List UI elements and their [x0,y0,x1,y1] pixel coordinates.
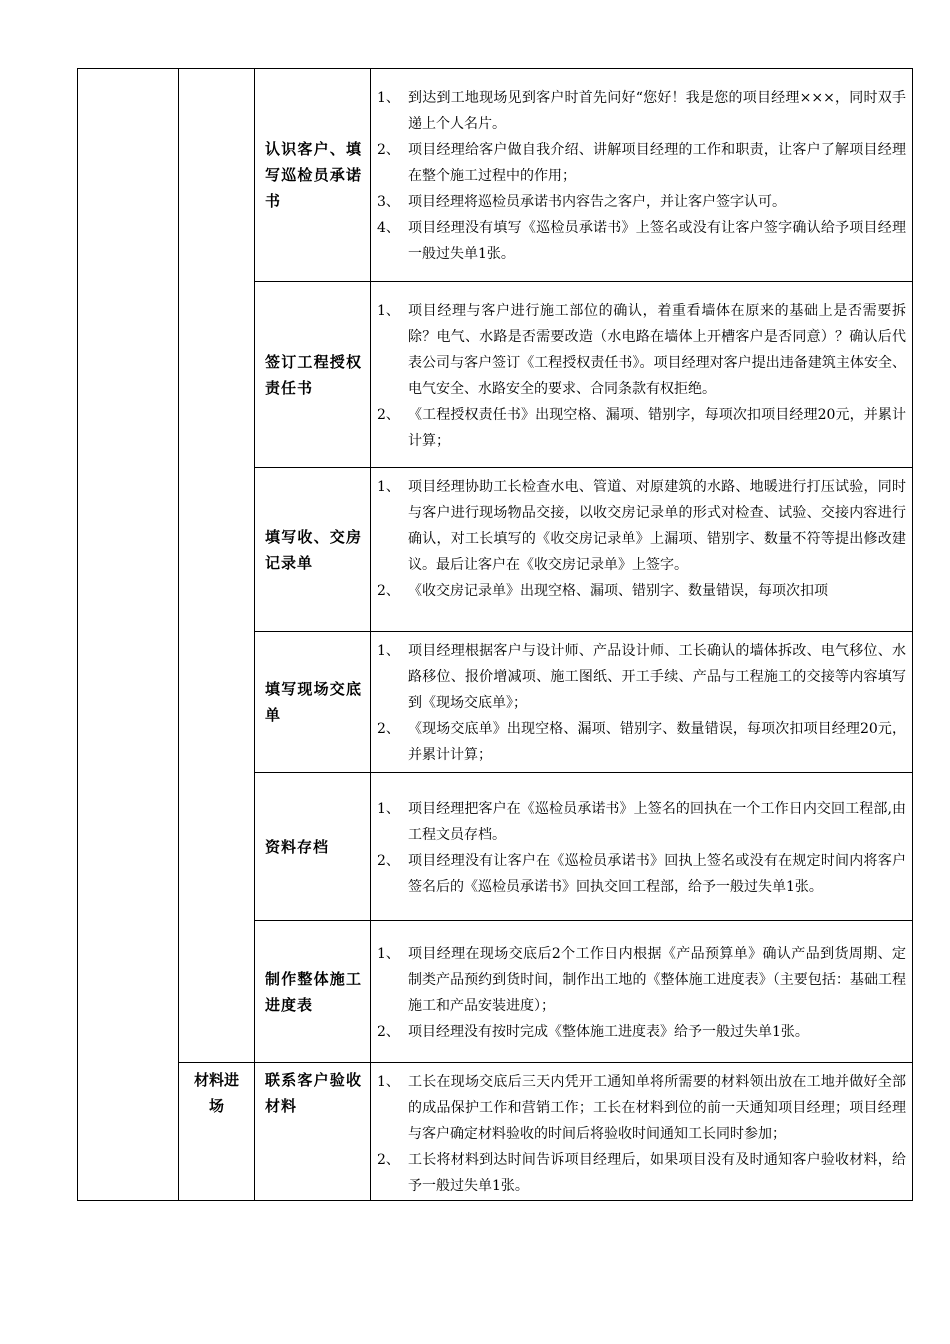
list-item: 1、 项目经理协助工长检查水电、管道、对原建筑的水路、地暖进行打压试验，同时与客户进行现场物品交接，以收交房记录单的形式对检查、试验、交接内容进行确认，对工长填写的《收交房记录单》上漏项、错别字、数量不符等提出修改建议。最后让客户在《收交房记录单》上签字。 [377,479,906,573]
list-item: 2、 项目经理给客户做自我介绍、讲解项目经理的工作和职责，让客户了解项目经理在整个施工过程中的作用； [377,142,906,184]
requirements-list [377,298,906,454]
list-item: 2、 《工程授权责任书》出现空格、漏项、错别字，每项次扣项目经理20元，并累计计算； [377,406,906,449]
requirements-cell [371,1063,913,1202]
list-item: 1、 项目经理在现场交底后2个工作日内根据《产品预算单》确认产品到货周期、定制类产品预约到货时间，制作出工地的《整体施工进度表》（主要包括：基础工程施工和产品安装进度）； [377,945,906,1014]
category-cell [78,69,179,1202]
requirements-list [377,638,906,768]
list-item: 2、 工长将材料到达时间告诉项目经理后，如果项目没有及时通知客户验收材料，给予一般过失单1张。 [377,1152,906,1194]
requirements-cell [371,921,913,1063]
requirements-cell [371,773,913,921]
requirements-list [377,1069,906,1199]
table-row [78,69,913,282]
step-cell: 签订工程授权责任书 [255,282,371,468]
stage-cell [179,69,255,1063]
list-item: 1、 项目经理与客户进行施工部位的确认，着重看墙体在原来的基础上是否需要拆除？电气、水路是否需要改造（水电路在墙体上开槽客户是否同意）？确认后代表公司与客户签订《工程授权责任书》。项目经理对客户提出违备建筑主体安全、电气安全、水路安全的要求、合同条款有权拒绝。 [377,302,906,397]
list-item: 1、 项目经理根据客户与设计师、产品设计师、工长确认的墙体拆改、电气移位、水路移位、报价增减项、施工图纸、开工手续、产品与工程施工的交接等内容填写到《现场交底单》； [377,643,906,711]
step-cell: 制作整体施工进度表 [255,921,371,1063]
step-cell: 资料存档 [255,773,371,921]
requirements-list [377,85,906,267]
requirements-list [377,474,906,604]
list-item: 2、 项目经理没有按时完成《整体施工进度表》给予一般过失单1张。 [377,1023,809,1040]
list-item: 1、 项目经理把客户在《巡检员承诺书》上签名的回执在一个工作日内交回工程部,由工程文员存档。 [377,800,906,843]
table-row [78,1063,913,1202]
process-table [77,68,913,1201]
step-cell: 认识客户、填写巡检员承诺书 [255,69,371,282]
step-cell: 联系客户验收材料 [255,1063,371,1202]
list-item: 2、 《收交房记录单》出现空格、漏项、错别字、数量错误，每项次扣项 [377,583,828,599]
requirements-cell [371,69,913,282]
requirements-cell [371,468,913,632]
step-cell: 填写收、交房记录单 [255,468,371,632]
list-item: 1、 到达到工地现场见到客户时首先问好“您好！我是您的项目经理×××，同时双手递上个人名片。 [377,90,906,132]
list-item: 2、 项目经理没有让客户在《巡检员承诺书》回执上签名或没有在规定时间内将客户签名后的《巡检员承诺书》回执交回工程部，给予一般过失单1张。 [377,852,906,895]
requirements-cell [371,632,913,773]
document-table-frame [77,68,913,1201]
requirements-list [377,941,906,1045]
step-cell: 填写现场交底单 [255,632,371,773]
list-item: 1、 工长在现场交底后三天内凭开工通知单将所需要的材料领出放在工地并做好全部的成品保护工作和营销工作；工长在材料到位的前一天通知项目经理；项目经理与客户确定材料验收的时间后将验收时间通知工长同时参加； [377,1074,906,1142]
requirements-cell [371,282,913,468]
list-item: 4、 项目经理没有填写《巡检员承诺书》上签名或没有让客户签字确认给予项目经理一般过失单1张。 [377,220,906,262]
stage-cell: 材料进场 [179,1063,255,1202]
requirements-list [377,796,906,900]
list-item: 3、 项目经理将巡检员承诺书内容告之客户，并让客户签字认可。 [377,194,786,210]
list-item: 2、 《现场交底单》出现空格、漏项、错别字、数量错误，每项次扣项目经理20元，并累计计算； [377,721,906,763]
